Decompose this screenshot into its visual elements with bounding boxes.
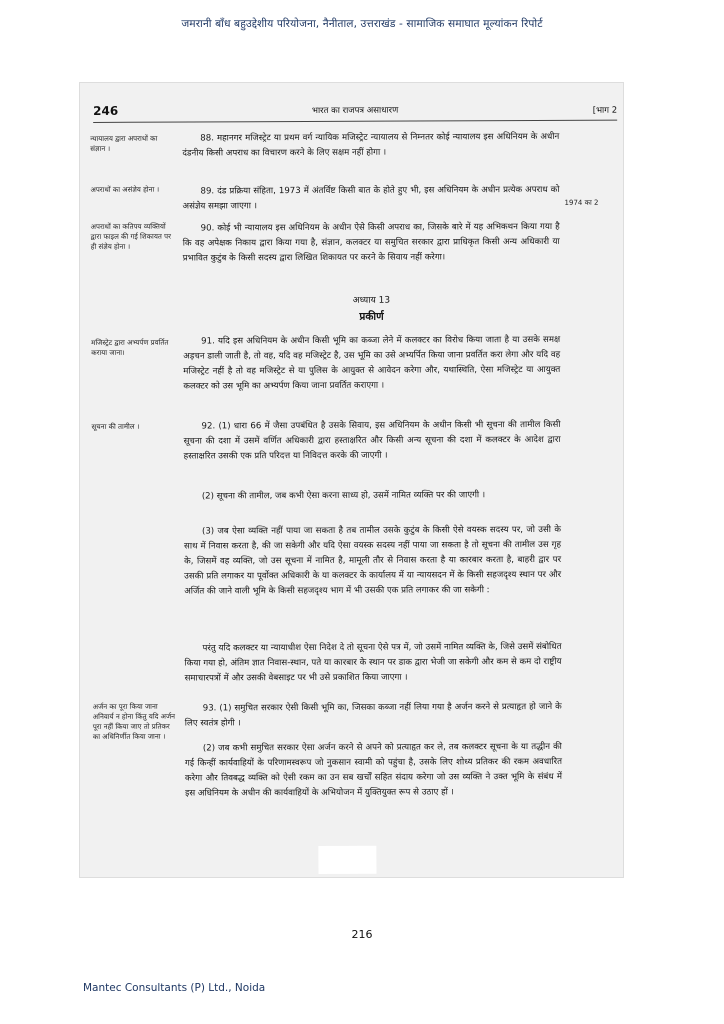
section-89: 89. दंड प्रक्रिया संहिता, 1973 में अंतर्विष्ट किसी बात के होते हुए भी, इस अधिनियम के अधीन प्रत्येक अपराध को असंज्ञेय समझा जाएगा ।	[182, 184, 560, 212]
margin-note-91: मजिस्ट्रेट द्वारा अभ्यर्पण प्रवर्तित कराया जाना।	[91, 338, 169, 357]
chapter-title: प्रकीर्ण	[359, 310, 384, 323]
footer-company: Mantec Consultants (P) Ltd., Noida	[83, 982, 266, 994]
section-92-proviso: परंतु यदि कलक्टर या न्यायाधीश ऐसा निदेश दे तो सूचना ऐसे पत्र में, जो उसमें नामित व्यक्ति के, जिसे उसमें संबोधित किया गया हो, अंतिम ज्ञात निवास-स्थान, पते या कारबार के स्थान पर डाक द्वारा भेजी जा सकेगी और कम से कम दो राष्ट्रीय समाचारपत्रों में और उसकी वेबसाइट पर भी उसे प्रकाशित किया जाएगा ।	[184, 641, 562, 684]
section-91: 91. यदि इस अधिनियम के अधीन किसी भूमि का कब्जा लेने में कलक्टर का विरोध किया जाता है या उसके समक्ष अड़चन डाली जाती है, तो वह, यदि वह मजिस्ट्रेट है, उस भूमि का उसे अभ्यर्पित किया जाना प्रवर्तित करा लेगा और यदि वह मजिस्ट्रेट नहीं है तो वह मजिस्ट्रेट से या पुलिस के आयुक्त से आवेदन करेगा और, यथास्थिति, ऐसा मजिस्ट्रेट या आयुक्त कलक्टर को उस भूमि का अभ्यर्पण किया जाना प्रवर्तित कराएगा ।	[183, 334, 561, 392]
scanned-gazette-page	[79, 82, 624, 878]
margin-note-88: न्यायालय द्वारा अपराधों का संज्ञान ।	[90, 134, 158, 153]
margin-note-right-89: 1974 का 2	[564, 198, 599, 207]
chapter-number: अध्याय 13	[352, 295, 391, 306]
report-header: जमरानी बाँध बहुउद्देशीय परियोजना, नैनीताल, उत्तराखंड - सामाजिक समाघात मूल्यांकन रिपोर्ट	[181, 18, 543, 30]
margin-note-93: अर्जन का पूरा किया जाना अनिवार्य न होना किंतु यदि अर्जन पूरा नहीं किया जाए तो प्रतिकर का अधिनिर्णीत किया जाना ।	[92, 702, 176, 741]
gazette-title: भारत का राजपत्र असाधारण	[311, 105, 399, 116]
section-90: 90. कोई भी न्यायालय इस अधिनियम के अधीन ऐसे किसी अपराध का, जिसके बारे में यह अभिकथन किया गया है कि वह अपेक्षक निकाय द्वारा किया गया है, संज्ञान, कलक्टर या समुचित सरकार द्वारा प्राधिकृत किसी अन्य अधिकारी या प्रभावित कुटुंब के किसी सदस्य द्वारा लिखित शिकायत पर करने के सिवाय नहीं करेगा।	[182, 221, 560, 264]
gazette-running-header	[93, 102, 617, 123]
gazette-page-number: 246	[93, 103, 119, 118]
margin-note-92: सूचना की तामील ।	[91, 422, 140, 431]
margin-note-89: अपराधों का असंज्ञेय होना ।	[90, 185, 160, 194]
section-92-3: (3) जब ऐसा व्यक्ति नहीं पाया जा सकता है तब तामील उसके कुटुंब के किसी ऐसे वयस्क सदस्य पर, जो उसी के साथ में निवास करता है, की जा सकेगी और यदि ऐसा वयस्क सदस्य नहीं पाया जा सकता है तो सूचना की तामील उस गृह के, जिसमें वह व्यक्ति, जो उस सूचना में नामित है, मामूली तौर से निवास करता है या कारबार करता है, बाहरी द्वार पर उसकी प्रति लगाकर या पूर्वोक्त अधिकारी के या कलक्टर के कार्यालय में या न्यायसदन में के किसी सहजदृश्य स्थान पर और अर्जित की जाने वाली भूमि के किसी सहजदृश्य भाग में भी उसकी एक प्रति लगाकर की जा सकेगी :	[184, 524, 562, 597]
section-92-2: (2) सूचना की तामील, जब कभी ऐसा करना साध्य हो, उसमें नामित व्यक्ति पर की जाएगी ।	[201, 490, 486, 502]
scan-blank-patch	[318, 846, 376, 874]
section-88: 88. महानगर मजिस्ट्रेट या प्रथम वर्ग न्यायिक मजिस्ट्रेट न्यायालय से निम्नतर कोई न्यायालय इस अधिनियम के अधीन दंडनीय किसी अपराध का विचारण करने के लिए सक्षम नहीं होगा ।	[182, 131, 560, 159]
page-number: 216	[351, 928, 373, 941]
gazette-part: [भाग 2	[592, 105, 618, 116]
section-93-1: 93. (1) समुचित सरकार ऐसी किसी भूमि का, जिसका कब्जा नहीं लिया गया है अर्जन करने से प्रत्याहृत हो जाने के लिए स्वतंत्र होगी ।	[184, 701, 562, 729]
section-93-2: (2) जब कभी समुचित सरकार ऐसा अर्जन करने से अपने को प्रत्याहृत कर ले, तब कलक्टर सूचना के या तद्धीन की गई किन्हीं कार्यवाहियों के परिणामस्वरूप जो नुकसान स्वामी को पहुंचा है, उसके लिए शोध्य प्रतिकर की रकम अवधारित करेगा और तिवबद्ध व्यक्ति को ऐसी रकम का उन सब खर्चों सहित संदाय करेगा जो उस व्यक्ति ने उक्त भूमि के संबंध में इस अधिनियम के अधीन की कार्यवाहियों के अभियोजन में युक्तियुक्त रूप से उठाए हों ।	[184, 741, 563, 799]
margin-note-90: अपराधों का कतिपय व्यक्तियों द्वारा फाइल की गई शिकायत पर ही संज्ञेय होना ।	[90, 222, 171, 251]
section-92-1: 92. (1) धारा 66 में जैसा उपबंधित है उसके सिवाय, इस अधिनियम के अधीन किसी भी सूचना की तामील किसी सूचना की दशा में उसमें वर्णित अधिकारी द्वारा हस्ताक्षरित और किसी अन्य सूचना की दशा में कलक्टर के आदेश द्वारा हस्ताक्षरित उसकी एक प्रति परिदत्त या निविदत्त करके की जाएगी ।	[183, 419, 561, 462]
